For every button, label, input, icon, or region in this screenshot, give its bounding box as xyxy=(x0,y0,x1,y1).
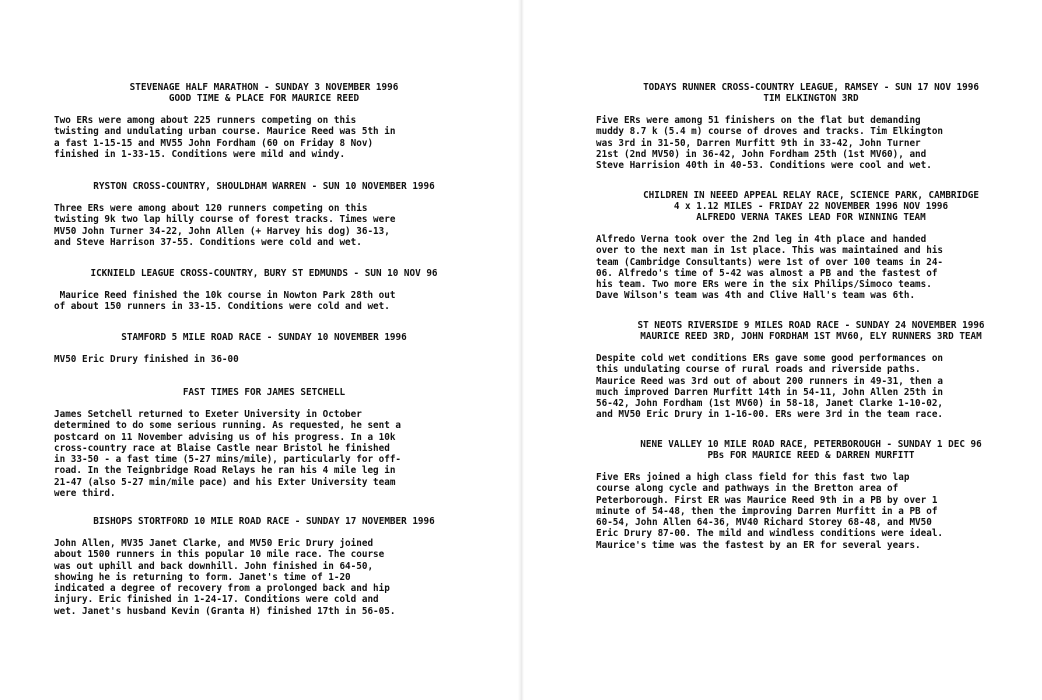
headline-line: NENE VALLEY 10 MILE ROAD RACE, PETERBOROUGH - SUNDAY 1 DEC 96 xyxy=(640,439,982,450)
headline-line: TIM ELKINGTON 3RD xyxy=(763,93,859,104)
body-line: Maurice's time was the fastest by an ER for several years. xyxy=(596,539,921,551)
body-line: MV50 Eric Drury finished in 36-00 xyxy=(54,354,239,365)
article-headline xyxy=(54,181,474,192)
article-bishops-stortford xyxy=(54,516,474,617)
article-st-neots-riverside xyxy=(596,320,1026,421)
headline-line: PBs FOR MAURICE REED & DARREN MURFITT xyxy=(707,450,915,461)
body-line: in 33-50 - a fast time (5-27 mins/mile), particularly for off- xyxy=(54,454,402,466)
body-line: MV50 John Turner 34-22, John Allen (+ Harvey his dog) 36-13, xyxy=(54,225,390,237)
article-body xyxy=(54,354,474,365)
body-line: cross-country race at Blaise Castle near Bristol he finished xyxy=(54,442,390,454)
body-line: of about 150 runners in 33-15. Conditions were cold and wet. xyxy=(54,301,390,313)
headline-line: TODAYS RUNNER CROSS-COUNTRY LEAGUE, RAMSEY - SUN 17 NOV 1996 xyxy=(643,82,979,93)
body-line: determined to do some serious running. As requested, he sent a xyxy=(54,420,402,432)
headline-line: ICKNIELD LEAGUE CROSS-COUNTRY, BURY ST EDMUNDS - SUN 10 NOV 96 xyxy=(90,268,438,279)
headline-line: CHILDREN IN NEEED APPEAL RELAY RACE, SCIENCE PARK, CAMBRIDGE xyxy=(643,190,979,201)
article-ryston-cross-country xyxy=(54,181,474,248)
body-line: wet. Janet's husband Kevin (Granta H) finished 17th in 56-05. xyxy=(54,605,396,617)
body-line: were third. xyxy=(54,488,116,500)
article-body xyxy=(54,115,474,160)
article-james-setchell xyxy=(54,387,474,499)
body-line: Dave Wilson's team was 4th and Clive Hall's team was 6th. xyxy=(596,290,916,302)
body-line: about 1500 runners in this popular 10 mile race. The course xyxy=(54,549,385,561)
body-line: Five ERs were among 51 finishers on the flat but demanding xyxy=(596,115,921,126)
body-line: over to the next man in 1st place. This was maintained and his xyxy=(596,245,944,257)
article-icknield-league xyxy=(54,268,474,313)
body-line: this undulating course of rural roads and riverside paths. xyxy=(596,364,921,376)
body-line: Steve Harrision 40th in 40-53. Conditions were cool and wet. xyxy=(596,160,932,172)
body-line: indicated a degree of recovery from a prolonged back and hip xyxy=(54,583,390,595)
body-line: minute of 54-48, then the improving Darren Murfitt in a PB of xyxy=(596,505,938,517)
body-line: James Setchell returned to Exeter University in October xyxy=(54,409,362,420)
headline-line: ALFREDO VERNA TAKES LEAD FOR WINNING TEAM xyxy=(696,212,926,223)
article-body xyxy=(596,353,1026,421)
body-line: Maurice Reed was 3rd out of about 200 runners in 49-31, then a xyxy=(596,375,944,387)
body-line: 56-42, John Fordham (1st MV60) in 58-18, Janet Clarke 1-10-02, xyxy=(596,398,944,410)
body-line: muddy 8.7 k (5.4 m) course of droves and tracks. Tim Elkington xyxy=(596,126,944,138)
body-line: team (Cambridge Consultants) were 1st of over 100 teams in 24- xyxy=(596,256,944,268)
body-line: twisting and undulating urban course. Maurice Reed was 5th in xyxy=(54,126,396,138)
body-line: Maurice Reed finished the 10k course in Nowton Park 28th out xyxy=(54,290,396,301)
right-page xyxy=(521,0,1042,700)
body-line: 21-47 (also 5-27 min/mile pace) and his Exter University team xyxy=(54,476,396,488)
article-headline xyxy=(596,190,1026,223)
body-line: injury. Eric finished in 1-24-17. Conditions were cold and xyxy=(54,594,379,606)
body-line: his team. Two more ERs were in the six Philips/Simoco teams. xyxy=(596,279,932,291)
article-headline xyxy=(54,268,474,279)
body-line: finished in 1-33-15. Conditions were mild and windy. xyxy=(54,148,346,160)
article-body xyxy=(596,234,1026,302)
body-line: and MV50 Eric Drury in 1-16-00. ERs were 3rd in the team race. xyxy=(596,409,944,421)
body-line: Five ERs joined a high class field for this fast two lap xyxy=(596,472,910,483)
headline-line: 4 x 1.12 MILES - FRIDAY 22 NOVEMBER 1996 NOV 1996 xyxy=(673,201,949,212)
body-line: 21st (2nd MV50) in 36-42, John Fordham 25th (1st MV60), and xyxy=(596,148,927,160)
article-body xyxy=(596,115,1026,171)
article-headline xyxy=(54,82,474,104)
article-stevenage-half-marathon xyxy=(54,82,474,160)
headline-line: STEVENAGE HALF MARATHON - SUNDAY 3 NOVEMBER 1996 xyxy=(129,82,399,93)
article-headline xyxy=(54,516,474,527)
body-line: Three ERs were among about 120 runners competing on this xyxy=(54,203,368,214)
body-line: Eric Drury 87-00. The mild and windless conditions were ideal. xyxy=(596,528,944,540)
headline-line: STAMFORD 5 MILE ROAD RACE - SUNDAY 10 NOVEMBER 1996 xyxy=(121,332,407,343)
article-headline xyxy=(596,82,1026,104)
headline-line: RYSTON CROSS-COUNTRY, SHOULDHAM WARREN - SUN 10 NOVEMBER 1996 xyxy=(93,181,435,192)
article-body xyxy=(54,203,474,248)
article-body xyxy=(596,472,1026,551)
body-line: Two ERs were among about 225 runners competing on this xyxy=(54,115,357,126)
article-headline xyxy=(596,320,1026,342)
headline-line: BISHOPS STORTFORD 10 MILE ROAD RACE - SUNDAY 17 NOVEMBER 1996 xyxy=(93,516,435,527)
article-nene-valley-10-mile xyxy=(596,439,1026,551)
article-children-in-need-relay xyxy=(596,190,1026,302)
body-line: Alfredo Verna took over the 2nd leg in 4th place and handed xyxy=(596,234,927,245)
article-headline xyxy=(54,387,474,398)
article-headline xyxy=(54,332,474,343)
body-line: a fast 1-15-15 and MV55 John Fordham (60 on Friday 8 Nov) xyxy=(54,137,374,149)
body-line: twisting 9k two lap hilly course of forest tracks. Times were xyxy=(54,214,396,226)
body-line: Peterborough. First ER was Maurice Reed 9th in a PB by over 1 xyxy=(596,494,938,506)
body-line: and Steve Harrison 37-55. Conditions were cold and wet. xyxy=(54,236,362,248)
headline-line: GOOD TIME & PLACE FOR MAURICE REED xyxy=(168,93,360,104)
article-body xyxy=(54,290,474,313)
body-line: John Allen, MV35 Janet Clarke, and MV50 Eric Drury joined xyxy=(54,538,374,549)
body-line: course along cycle and pathways in the Bretton area of xyxy=(596,483,899,495)
article-todays-runner-league xyxy=(596,82,1026,171)
article-headline xyxy=(596,439,1026,461)
body-line: much improved Darren Murfitt 14th in 54-11, John Allen 25th in xyxy=(596,386,944,398)
body-line: road. In the Teignbridge Road Relays he ran his 4 mile leg in xyxy=(54,465,396,477)
body-line: 60-54, John Allen 64-36, MV40 Richard Storey 68-48, and MV50 xyxy=(596,517,932,529)
body-line: was 3rd in 31-50, Darren Murfitt 9th in 33-42, John Turner xyxy=(596,137,921,149)
body-line: was out uphill and back downhill. John finished in 64-50, xyxy=(54,560,374,572)
body-line: Despite cold wet conditions ERs gave some good performances on xyxy=(596,353,944,364)
body-line: 06. Alfredo's time of 5-42 was almost a PB and the fastest of xyxy=(596,267,938,279)
article-stamford-5-mile xyxy=(54,332,474,365)
body-line: showing he is returning to form. Janet's time of 1-20 xyxy=(54,571,351,583)
headline-line: MAURICE REED 3RD, JOHN FORDHAM 1ST MV60, ELY RUNNERS 3RD TEAM xyxy=(640,331,982,342)
body-line: postcard on 11 November advising us of his progress. In a 10k xyxy=(54,431,396,443)
headline-line: ST NEOTS RIVERSIDE 9 MILES ROAD RACE - SUNDAY 24 NOVEMBER 1996 xyxy=(637,320,985,331)
headline-line: FAST TIMES FOR JAMES SETCHELL xyxy=(182,387,346,398)
article-body xyxy=(54,538,474,617)
article-body xyxy=(54,409,474,499)
